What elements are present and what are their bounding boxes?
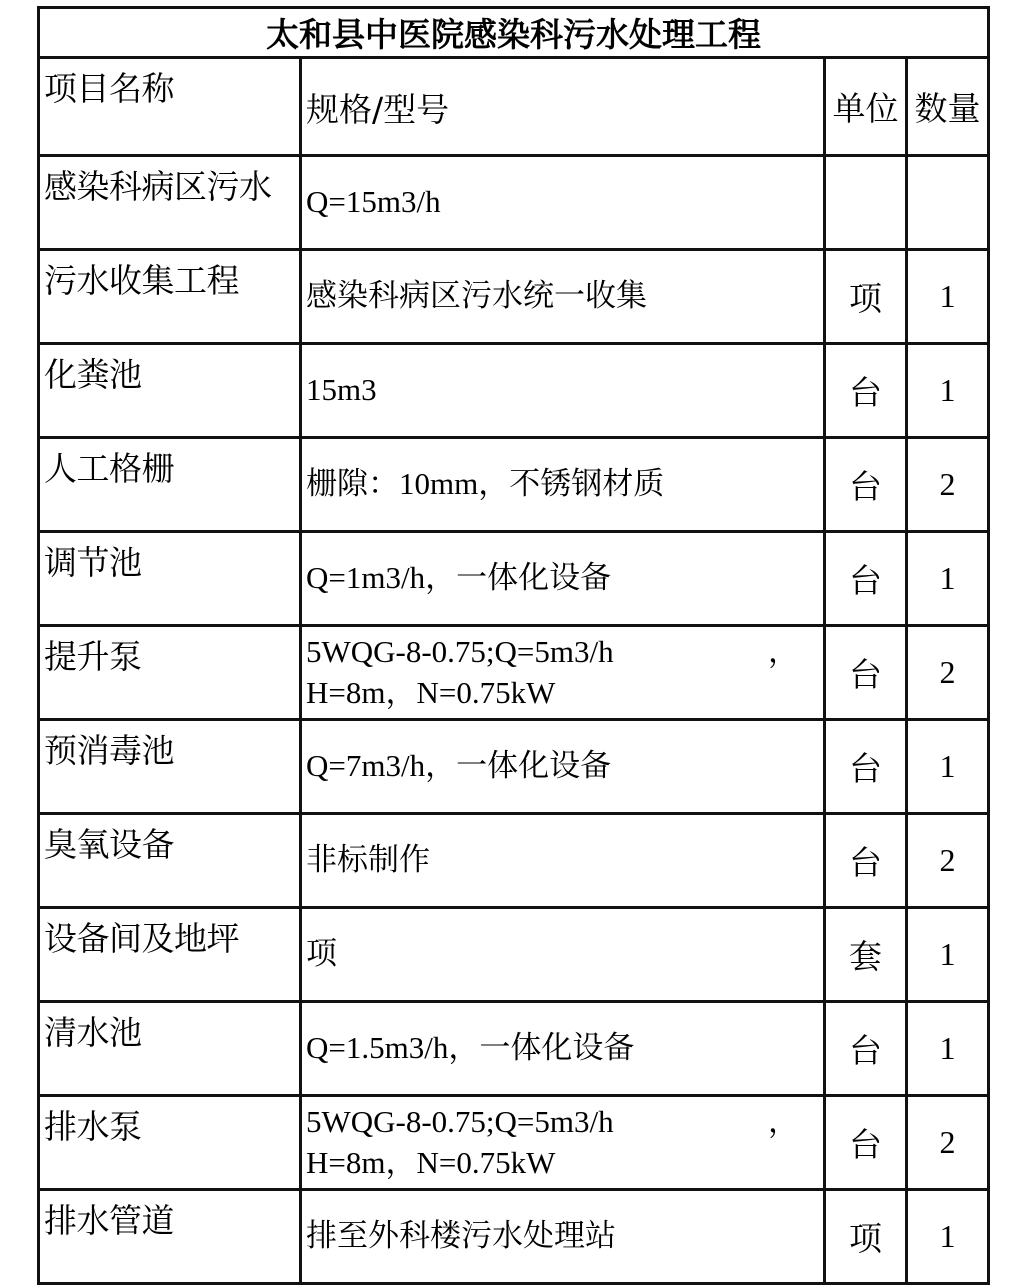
unit-cell: 台: [825, 814, 907, 908]
unit-cell: 台: [825, 438, 907, 532]
spec-cell: [301, 1190, 825, 1284]
spec-line-text: 5WQG-8-0.75;Q=5m3/h: [306, 634, 614, 670]
item-name-cell: 清水池: [39, 1002, 301, 1096]
qty-cell: 2: [907, 814, 989, 908]
table-row: [39, 1190, 989, 1284]
qty-cell: 2: [907, 1096, 989, 1190]
spec-line-text: 栅隙：10mm，不锈钢材质: [306, 466, 665, 502]
spec-line: [306, 1216, 823, 1256]
spec-line-text: 非标制作: [306, 842, 430, 878]
item-name-cell: 调节池: [39, 532, 301, 626]
spec-line: [306, 370, 823, 410]
equipment-table: [37, 6, 990, 1285]
item-name-cell: 感染科病区污水: [39, 156, 301, 250]
spec-line-text: Q=7m3/h，一体化设备: [306, 748, 612, 784]
spec-line-text: Q=1m3/h，一体化设备: [306, 560, 612, 596]
spec-line: [306, 746, 823, 786]
item-name-cell: 预消毒池: [39, 720, 301, 814]
header-name: 项目名称: [39, 58, 301, 156]
spec-cell: [301, 1002, 825, 1096]
qty-cell: 1: [907, 908, 989, 1002]
unit-cell: 台: [825, 344, 907, 438]
unit-cell: 台: [825, 626, 907, 720]
spec-cell: [301, 626, 825, 720]
spec-line: [306, 632, 823, 672]
spec-line-text: Q=15m3/h: [306, 184, 441, 220]
spec-line-text: Q=1.5m3/h，一体化设备: [306, 1030, 635, 1066]
item-name-cell: 提升泵: [39, 626, 301, 720]
table-row: [39, 1002, 989, 1096]
table-row: [39, 814, 989, 908]
item-name-cell: 污水收集工程: [39, 250, 301, 344]
table-row: [39, 908, 989, 1002]
item-name-cell: 化粪池: [39, 344, 301, 438]
spec-line: [306, 1102, 823, 1142]
header-row: [39, 58, 989, 156]
qty-cell: [907, 156, 989, 250]
spec-comma: ，: [768, 1104, 799, 1140]
spec-cell: [301, 908, 825, 1002]
table-row: [39, 720, 989, 814]
table-title: 太和县中医院感染科污水处理工程: [39, 8, 989, 58]
spec-comma: ，: [768, 634, 799, 670]
item-name-cell: 设备间及地坪: [39, 908, 301, 1002]
qty-cell: 1: [907, 532, 989, 626]
table-row: [39, 250, 989, 344]
title-row: [39, 8, 989, 58]
table-row: [39, 438, 989, 532]
spec-line-text: H=8m，N=0.75kW: [306, 674, 556, 710]
spec-line-text: 5WQG-8-0.75;Q=5m3/h: [306, 1104, 614, 1140]
spec-cell: [301, 250, 825, 344]
spec-cell: [301, 438, 825, 532]
spec-line: [306, 1028, 823, 1068]
spec-line: [306, 840, 823, 880]
qty-cell: 1: [907, 1190, 989, 1284]
unit-cell: 台: [825, 1002, 907, 1096]
spec-cell: [301, 814, 825, 908]
spec-line-text: 排至外科楼污水处理站: [306, 1218, 616, 1254]
spec-line-text: 项: [306, 936, 337, 972]
spec-cell: [301, 532, 825, 626]
qty-cell: 2: [907, 438, 989, 532]
header-spec: 规格/型号: [301, 58, 825, 156]
unit-cell: [825, 156, 907, 250]
spec-cell: [301, 344, 825, 438]
header-unit: 单位: [825, 58, 907, 156]
spec-line-text: H=8m，N=0.75kW: [306, 1144, 556, 1180]
table-row: [39, 626, 989, 720]
qty-cell: 2: [907, 626, 989, 720]
unit-cell: 台: [825, 532, 907, 626]
spec-cell: [301, 720, 825, 814]
qty-cell: 1: [907, 250, 989, 344]
spec-line: [306, 464, 823, 504]
spec-line: [306, 934, 823, 974]
table-row: [39, 344, 989, 438]
table-row: [39, 532, 989, 626]
spec-line: [306, 276, 823, 316]
qty-cell: 1: [907, 1002, 989, 1096]
spec-line: [306, 1143, 823, 1183]
unit-cell: 项: [825, 1190, 907, 1284]
item-name-cell: 人工格栅: [39, 438, 301, 532]
spec-line: [306, 673, 823, 713]
spec-line-text: 感染科病区污水统一收集: [306, 278, 647, 314]
qty-cell: 1: [907, 720, 989, 814]
qty-cell: 1: [907, 344, 989, 438]
item-name-cell: 排水泵: [39, 1096, 301, 1190]
unit-cell: 项: [825, 250, 907, 344]
header-qty: 数量: [907, 58, 989, 156]
table-row: [39, 1096, 989, 1190]
item-name-cell: 臭氧设备: [39, 814, 301, 908]
spec-line-text: 15m3: [306, 372, 377, 408]
spec-cell: [301, 1096, 825, 1190]
spec-line: [306, 558, 823, 598]
unit-cell: 台: [825, 1096, 907, 1190]
item-name-cell: 排水管道: [39, 1190, 301, 1284]
table-row: [39, 156, 989, 250]
unit-cell: 台: [825, 720, 907, 814]
unit-cell: 套: [825, 908, 907, 1002]
spec-line: [306, 182, 823, 222]
spec-cell: [301, 156, 825, 250]
